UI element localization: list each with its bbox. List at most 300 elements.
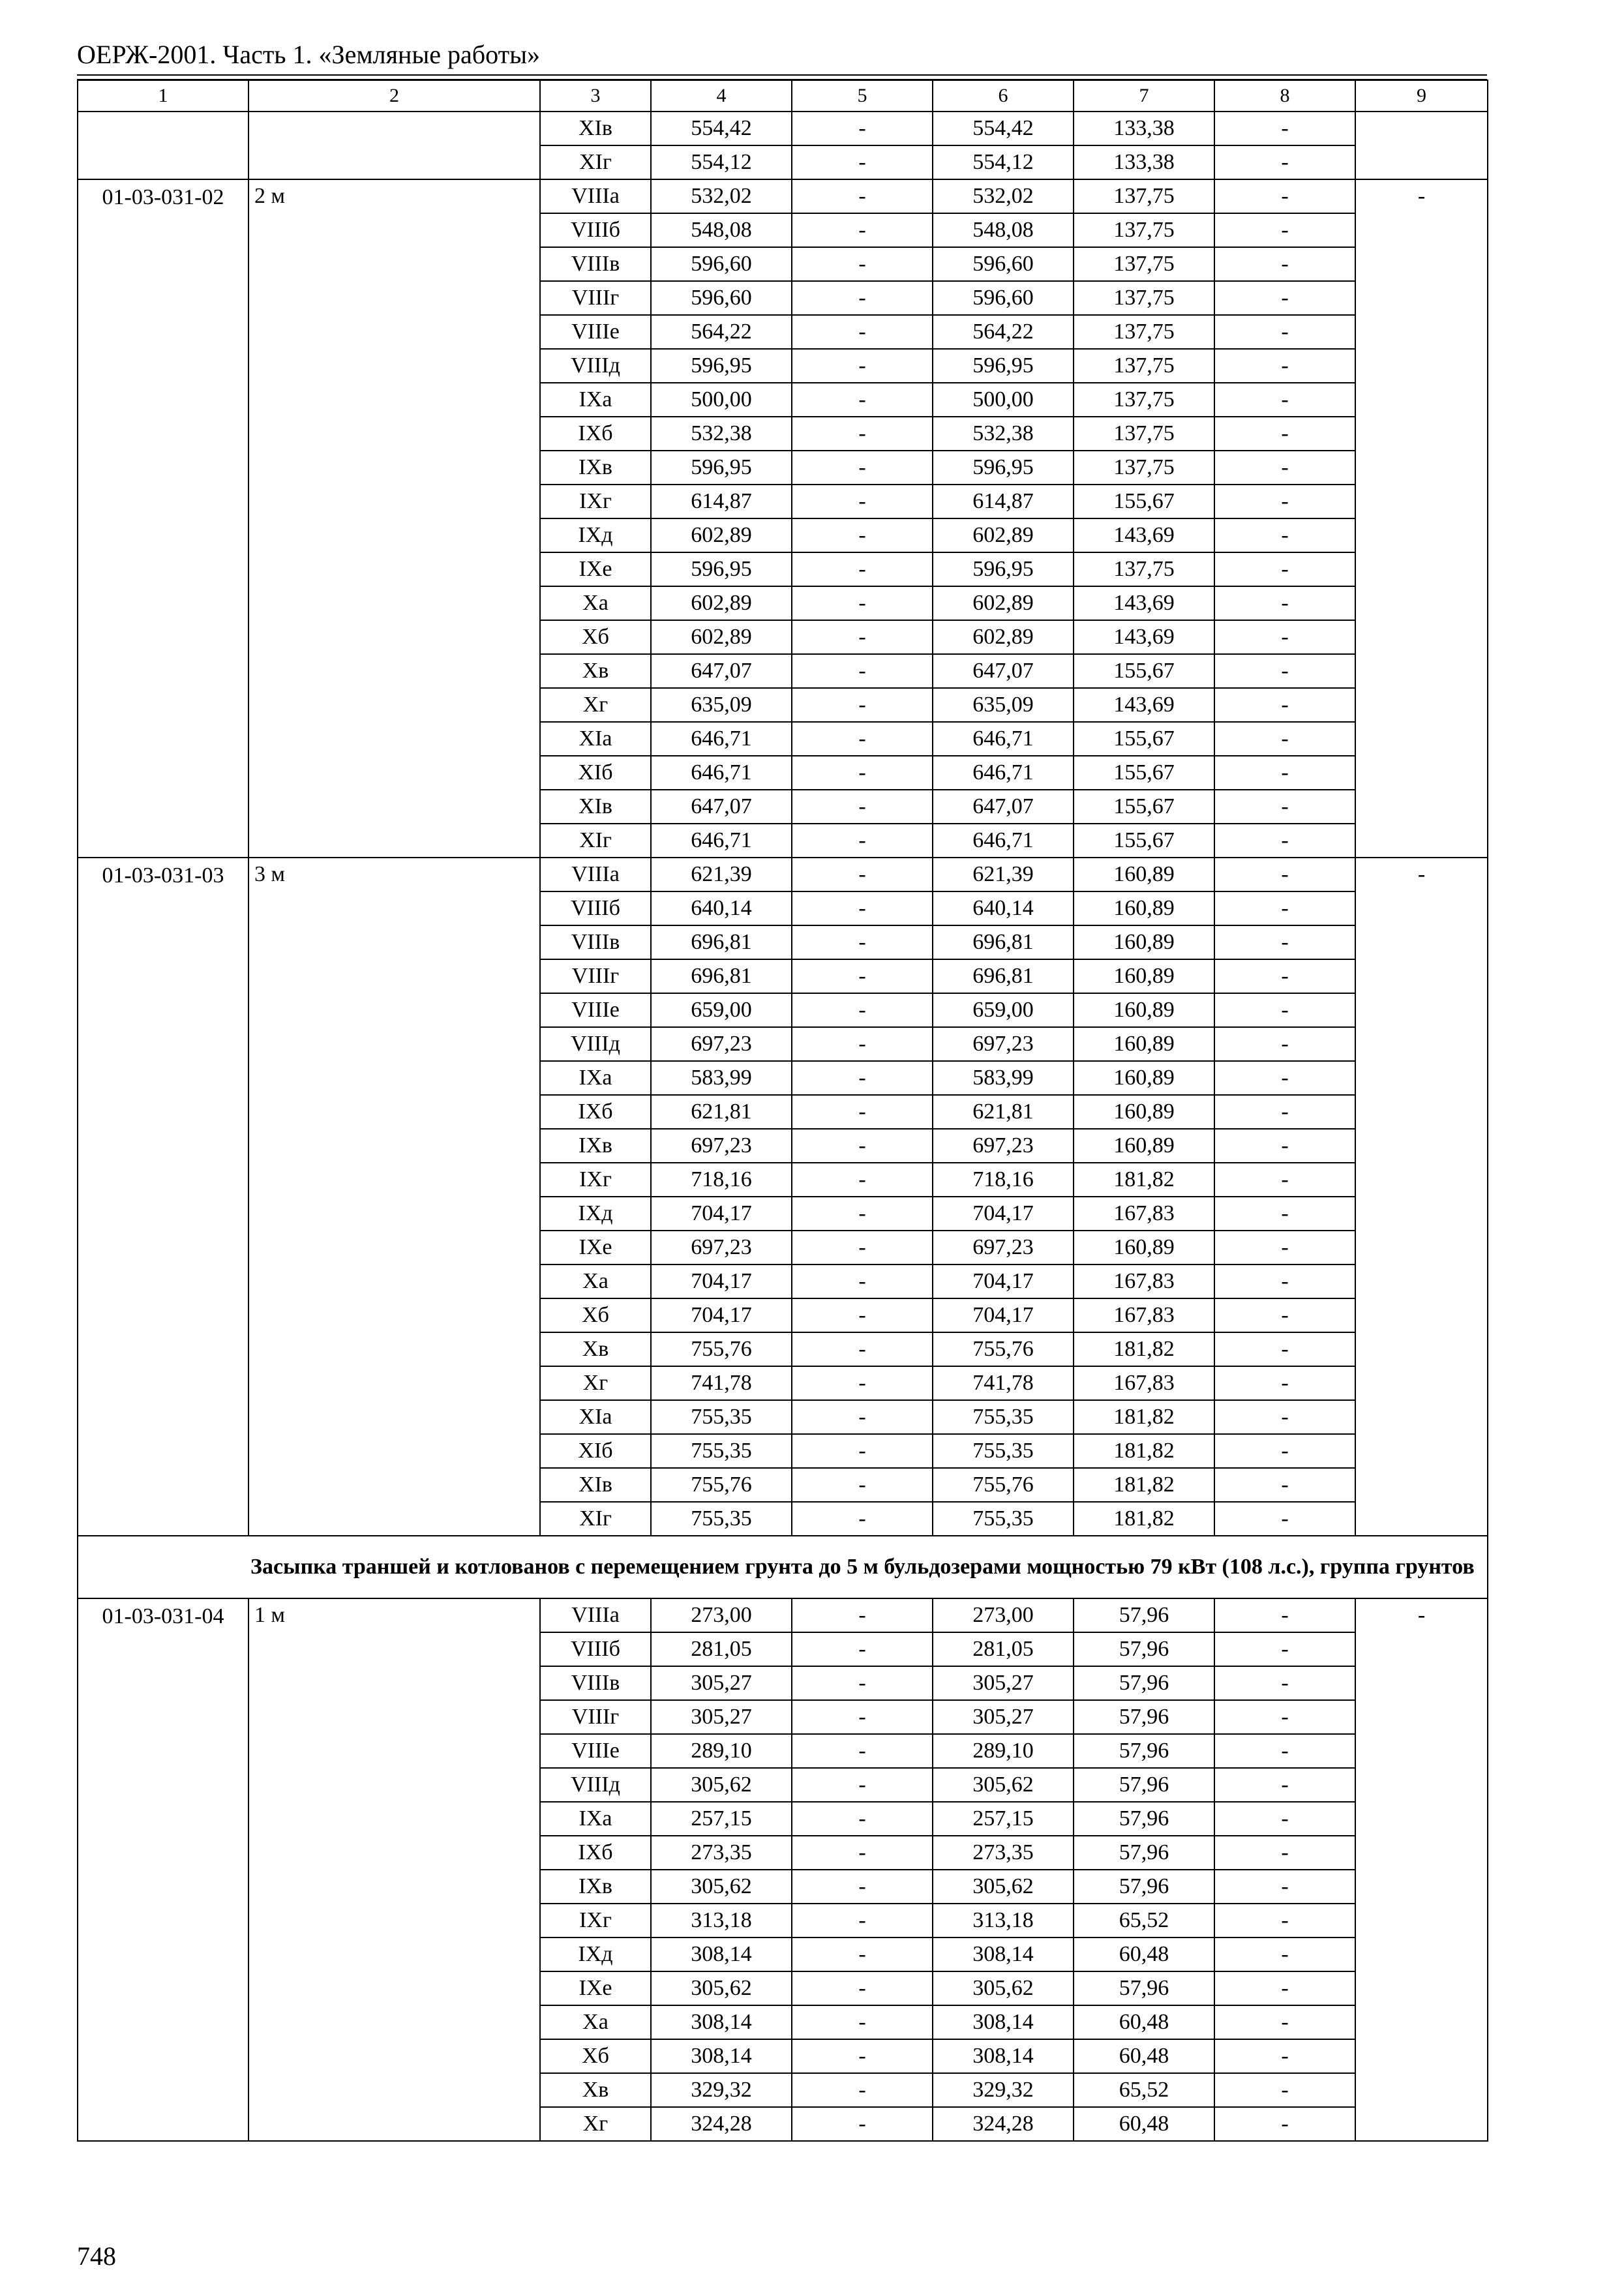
data-cell: 160,89 (1074, 1027, 1214, 1061)
data-cell: - (1214, 1700, 1355, 1734)
data-cell: 583,99 (651, 1061, 792, 1095)
data-cell: VIIIг (540, 1700, 651, 1734)
data-cell: 160,89 (1074, 993, 1214, 1027)
data-cell: XIв (540, 790, 651, 824)
data-cell: - (792, 2005, 933, 2039)
data-cell: 273,35 (933, 1836, 1074, 1870)
data-cell: IXв (540, 1870, 651, 1904)
table-row (78, 1598, 1488, 1632)
data-cell: - (792, 1937, 933, 1971)
data-cell: - (792, 1197, 933, 1231)
column-number-cell: 5 (792, 80, 933, 112)
data-cell: 646,71 (933, 756, 1074, 790)
data-cell: 696,81 (933, 959, 1074, 993)
data-cell: VIIIг (540, 959, 651, 993)
data-cell: - (1214, 1298, 1355, 1332)
data-cell: 614,87 (651, 485, 792, 518)
data-cell: 257,15 (933, 1802, 1074, 1836)
data-cell: Xа (540, 1264, 651, 1298)
data-cell: Xб (540, 620, 651, 654)
data-cell: 57,96 (1074, 1870, 1214, 1904)
page-number: 748 (77, 2241, 116, 2271)
data-cell: 273,00 (651, 1598, 792, 1632)
data-cell: 583,99 (933, 1061, 1074, 1095)
data-cell: - (792, 247, 933, 281)
rate-code-cell (78, 112, 248, 179)
data-cell: - (792, 1666, 933, 1700)
data-cell: 704,17 (651, 1264, 792, 1298)
data-cell: - (1214, 1904, 1355, 1937)
column-number-cell: 1 (78, 80, 248, 112)
data-cell: 60,48 (1074, 2005, 1214, 2039)
data-cell: 548,08 (651, 213, 792, 247)
page-header (77, 38, 1487, 72)
data-cell: - (1214, 1366, 1355, 1400)
data-cell: - (1214, 1332, 1355, 1366)
data-cell: XIв (540, 1468, 651, 1502)
data-cell: 137,75 (1074, 552, 1214, 586)
data-cell: 647,07 (933, 790, 1074, 824)
table-row (78, 179, 1488, 213)
data-cell: XIг (540, 1502, 651, 1536)
data-cell: VIIIв (540, 925, 651, 959)
data-cell: - (792, 1802, 933, 1836)
data-cell: - (1214, 417, 1355, 451)
data-cell: - (792, 586, 933, 620)
data-cell: 57,96 (1074, 1632, 1214, 1666)
data-cell: 640,14 (933, 891, 1074, 925)
data-cell: 596,95 (933, 349, 1074, 383)
data-cell: IXа (540, 1061, 651, 1095)
data-cell: - (1214, 552, 1355, 586)
data-cell: IXб (540, 1095, 651, 1129)
data-cell: Xб (540, 2039, 651, 2073)
data-cell: - (792, 179, 933, 213)
data-cell: 281,05 (933, 1632, 1074, 1666)
data-cell: 646,71 (651, 824, 792, 858)
data-cell: - (792, 2073, 933, 2107)
data-cell: - (1214, 2039, 1355, 2073)
data-cell: - (1214, 1434, 1355, 1468)
data-cell: - (792, 2107, 933, 2141)
data-cell: 755,76 (933, 1332, 1074, 1366)
data-cell: 596,60 (651, 281, 792, 315)
data-cell: 564,22 (933, 315, 1074, 349)
data-cell: - (1214, 179, 1355, 213)
rate-code-cell: 01-03-031-03 (78, 858, 248, 1536)
data-cell: - (1214, 451, 1355, 485)
rates-table (77, 80, 1488, 2142)
data-cell: - (792, 1632, 933, 1666)
column9-cell: - (1355, 1598, 1488, 2141)
data-cell: - (792, 891, 933, 925)
data-cell: IXа (540, 383, 651, 417)
data-cell: - (792, 315, 933, 349)
data-cell: 621,81 (651, 1095, 792, 1129)
data-cell: - (792, 790, 933, 824)
data-cell: 704,17 (933, 1197, 1074, 1231)
data-cell: - (792, 1332, 933, 1366)
data-cell: 137,75 (1074, 417, 1214, 451)
data-cell: 659,00 (651, 993, 792, 1027)
data-cell: 564,22 (651, 315, 792, 349)
data-cell: 554,12 (933, 145, 1074, 179)
data-cell: IXд (540, 1197, 651, 1231)
data-cell: 741,78 (933, 1366, 1074, 1400)
data-cell: VIIIб (540, 891, 651, 925)
header-rule (77, 74, 1487, 76)
data-cell: 273,35 (651, 1836, 792, 1870)
data-cell: 697,23 (651, 1129, 792, 1163)
data-cell: - (1214, 1095, 1355, 1129)
column-numbers-row (78, 80, 1488, 112)
data-cell: Xг (540, 1366, 651, 1400)
data-cell: - (1214, 959, 1355, 993)
data-cell: 289,10 (651, 1734, 792, 1768)
data-cell: 755,35 (933, 1400, 1074, 1434)
data-cell: - (1214, 586, 1355, 620)
data-cell: 60,48 (1074, 1937, 1214, 1971)
data-cell: - (1214, 145, 1355, 179)
data-cell: IXа (540, 1802, 651, 1836)
data-cell: 500,00 (651, 383, 792, 417)
data-cell: 181,82 (1074, 1434, 1214, 1468)
data-cell: - (1214, 1163, 1355, 1197)
data-cell: - (1214, 620, 1355, 654)
data-cell: 305,62 (933, 1971, 1074, 2005)
data-cell: 755,35 (651, 1502, 792, 1536)
data-cell: 167,83 (1074, 1298, 1214, 1332)
data-cell: - (792, 925, 933, 959)
data-cell: 305,62 (933, 1768, 1074, 1802)
data-cell: XIг (540, 145, 651, 179)
data-cell: - (1214, 1231, 1355, 1264)
data-cell: Xб (540, 1298, 651, 1332)
data-cell: 137,75 (1074, 281, 1214, 315)
data-cell: - (792, 654, 933, 688)
data-cell: - (792, 1598, 933, 1632)
data-cell: VIIIг (540, 281, 651, 315)
data-cell: 554,12 (651, 145, 792, 179)
data-cell: - (1214, 1129, 1355, 1163)
data-cell: 308,14 (651, 2039, 792, 2073)
data-cell: XIа (540, 1400, 651, 1434)
data-cell: 602,89 (651, 586, 792, 620)
data-cell: 133,38 (1074, 112, 1214, 145)
data-cell: 160,89 (1074, 925, 1214, 959)
data-cell: 718,16 (651, 1163, 792, 1197)
data-cell: 181,82 (1074, 1468, 1214, 1502)
data-cell: 646,71 (651, 722, 792, 756)
column-number-cell: 9 (1355, 80, 1488, 112)
column-number-cell: 8 (1214, 80, 1355, 112)
data-cell: - (792, 485, 933, 518)
data-cell: 57,96 (1074, 1971, 1214, 2005)
data-cell: IXд (540, 1937, 651, 1971)
data-cell: - (1214, 1632, 1355, 1666)
data-cell: - (792, 959, 933, 993)
data-cell: 602,89 (933, 620, 1074, 654)
data-cell: - (1214, 518, 1355, 552)
data-cell: 755,35 (933, 1434, 1074, 1468)
data-cell: 646,71 (933, 722, 1074, 756)
data-cell: IXг (540, 1163, 651, 1197)
data-cell: - (792, 552, 933, 586)
section-title: Засыпка траншей и котлованов с перемещением грунта до 5 м бульдозерами мощностью 79 кВт (108 л.с.), группа грунтов (78, 1536, 1488, 1598)
data-cell: - (1214, 993, 1355, 1027)
data-cell: - (1214, 315, 1355, 349)
data-cell: 621,81 (933, 1095, 1074, 1129)
data-cell: 60,48 (1074, 2039, 1214, 2073)
data-cell: 329,32 (651, 2073, 792, 2107)
data-cell: 696,81 (651, 925, 792, 959)
data-cell: - (1214, 1971, 1355, 2005)
data-cell: Xв (540, 2073, 651, 2107)
data-cell: 647,07 (651, 654, 792, 688)
data-cell: Xв (540, 1332, 651, 1366)
data-cell: 137,75 (1074, 451, 1214, 485)
data-cell: 137,75 (1074, 315, 1214, 349)
data-cell: 305,27 (933, 1700, 1074, 1734)
data-cell: IXд (540, 518, 651, 552)
rate-name-cell: 3 м (248, 858, 540, 1536)
data-cell: XIа (540, 722, 651, 756)
data-cell: 313,18 (651, 1904, 792, 1937)
data-cell: 273,00 (933, 1598, 1074, 1632)
data-cell: 308,14 (933, 2039, 1074, 2073)
data-cell: - (792, 1366, 933, 1400)
data-cell: - (792, 1264, 933, 1298)
data-cell: 647,07 (933, 654, 1074, 688)
data-cell: XIб (540, 756, 651, 790)
data-cell: 65,52 (1074, 1904, 1214, 1937)
data-cell: 313,18 (933, 1904, 1074, 1937)
data-cell: 65,52 (1074, 2073, 1214, 2107)
rate-name-cell: 1 м (248, 1598, 540, 2141)
data-cell: 704,17 (651, 1298, 792, 1332)
data-cell: 532,02 (933, 179, 1074, 213)
data-cell: - (1214, 213, 1355, 247)
data-cell: XIв (540, 112, 651, 145)
data-cell: VIIIе (540, 315, 651, 349)
data-cell: 602,89 (933, 586, 1074, 620)
data-cell: - (792, 1971, 933, 2005)
data-cell: XIг (540, 824, 651, 858)
data-cell: - (1214, 756, 1355, 790)
data-cell: - (1214, 1598, 1355, 1632)
data-cell: - (792, 993, 933, 1027)
data-cell: - (792, 1298, 933, 1332)
data-cell: 305,62 (933, 1870, 1074, 1904)
data-cell: IXе (540, 1971, 651, 2005)
data-cell: - (1214, 2107, 1355, 2141)
data-cell: - (1214, 247, 1355, 281)
data-cell: 181,82 (1074, 1163, 1214, 1197)
data-cell: IXб (540, 417, 651, 451)
data-cell: 697,23 (933, 1231, 1074, 1264)
data-cell: 181,82 (1074, 1332, 1214, 1366)
data-cell: 602,89 (651, 518, 792, 552)
data-cell: - (792, 1904, 933, 1937)
data-cell: 160,89 (1074, 959, 1214, 993)
data-cell: 308,14 (933, 1937, 1074, 1971)
data-cell: - (792, 281, 933, 315)
data-cell: - (792, 1700, 933, 1734)
data-cell: - (1214, 790, 1355, 824)
data-cell: - (1214, 654, 1355, 688)
data-cell: XIб (540, 1434, 651, 1468)
data-cell: 596,60 (933, 247, 1074, 281)
data-cell: 137,75 (1074, 213, 1214, 247)
data-cell: 155,67 (1074, 756, 1214, 790)
data-cell: - (792, 518, 933, 552)
section-title-row (78, 1536, 1488, 1598)
data-cell: 704,17 (651, 1197, 792, 1231)
data-cell: 741,78 (651, 1366, 792, 1400)
data-cell: - (792, 722, 933, 756)
data-cell: 305,62 (651, 1870, 792, 1904)
data-cell: 57,96 (1074, 1666, 1214, 1700)
data-cell: 718,16 (933, 1163, 1074, 1197)
data-cell: 143,69 (1074, 518, 1214, 552)
data-cell: 167,83 (1074, 1264, 1214, 1298)
data-cell: 532,38 (651, 417, 792, 451)
column-number-cell: 7 (1074, 80, 1214, 112)
data-cell: - (1214, 1468, 1355, 1502)
data-cell: Xв (540, 654, 651, 688)
page-title: ОЕРЖ-2001. Часть 1. «Земляные работы» (77, 40, 540, 69)
data-cell: VIIIа (540, 858, 651, 891)
data-cell: IXе (540, 1231, 651, 1264)
data-cell: - (792, 417, 933, 451)
data-cell: VIIIе (540, 993, 651, 1027)
data-cell: - (792, 756, 933, 790)
data-cell: 647,07 (651, 790, 792, 824)
data-cell: - (1214, 1027, 1355, 1061)
data-cell: 329,32 (933, 2073, 1074, 2107)
data-cell: 305,27 (651, 1700, 792, 1734)
data-cell: - (792, 383, 933, 417)
data-cell: 155,67 (1074, 654, 1214, 688)
rate-name-cell: 2 м (248, 179, 540, 858)
data-cell: 324,28 (651, 2107, 792, 2141)
data-cell: 696,81 (651, 959, 792, 993)
data-cell: 57,96 (1074, 1836, 1214, 1870)
data-cell: 160,89 (1074, 891, 1214, 925)
data-cell: 133,38 (1074, 145, 1214, 179)
data-cell: - (1214, 383, 1355, 417)
data-cell: - (792, 451, 933, 485)
data-cell: 160,89 (1074, 1129, 1214, 1163)
data-cell: 755,76 (933, 1468, 1074, 1502)
data-cell: - (792, 213, 933, 247)
column9-cell (1355, 112, 1488, 179)
data-cell: VIIIе (540, 1734, 651, 1768)
data-cell: Xг (540, 688, 651, 722)
data-cell: - (792, 1163, 933, 1197)
data-cell: 554,42 (651, 112, 792, 145)
data-cell: 57,96 (1074, 1700, 1214, 1734)
data-cell: - (792, 824, 933, 858)
data-cell: 305,62 (651, 1768, 792, 1802)
data-cell: 155,67 (1074, 790, 1214, 824)
column-number-cell: 4 (651, 80, 792, 112)
data-cell: 160,89 (1074, 1231, 1214, 1264)
data-cell: 596,95 (651, 552, 792, 586)
data-cell: 532,02 (651, 179, 792, 213)
data-cell: 635,09 (933, 688, 1074, 722)
data-cell: 596,95 (651, 349, 792, 383)
data-cell: 167,83 (1074, 1366, 1214, 1400)
data-cell: - (792, 1129, 933, 1163)
data-cell: - (792, 112, 933, 145)
data-cell: 755,35 (651, 1400, 792, 1434)
data-cell: - (1214, 1870, 1355, 1904)
data-cell: VIIIа (540, 179, 651, 213)
data-cell: VIIIв (540, 247, 651, 281)
data-cell: 755,35 (933, 1502, 1074, 1536)
data-cell: - (1214, 891, 1355, 925)
data-cell: 305,27 (933, 1666, 1074, 1700)
data-cell: - (792, 1468, 933, 1502)
data-cell: - (792, 1434, 933, 1468)
data-cell: - (1214, 1937, 1355, 1971)
data-cell: 167,83 (1074, 1197, 1214, 1231)
data-cell: VIIIд (540, 1027, 651, 1061)
data-cell: - (1214, 688, 1355, 722)
data-cell: - (1214, 1734, 1355, 1768)
data-cell: - (792, 1095, 933, 1129)
data-cell: - (1214, 1400, 1355, 1434)
data-cell: 697,23 (933, 1027, 1074, 1061)
data-cell: 646,71 (933, 824, 1074, 858)
data-cell: 621,39 (933, 858, 1074, 891)
data-cell: IXг (540, 485, 651, 518)
rate-name-cell (248, 112, 540, 179)
data-cell: 614,87 (933, 485, 1074, 518)
data-cell: Xг (540, 2107, 651, 2141)
table-body (78, 80, 1488, 2141)
data-cell: 305,27 (651, 1666, 792, 1700)
data-cell: 755,76 (651, 1468, 792, 1502)
data-cell: 257,15 (651, 1802, 792, 1836)
data-cell: - (792, 620, 933, 654)
data-cell: - (792, 1061, 933, 1095)
data-cell: 602,89 (933, 518, 1074, 552)
data-cell: 137,75 (1074, 383, 1214, 417)
data-cell: 57,96 (1074, 1768, 1214, 1802)
data-cell: 704,17 (933, 1298, 1074, 1332)
data-cell: - (792, 1027, 933, 1061)
data-cell: VIIIв (540, 1666, 651, 1700)
data-cell: 659,00 (933, 993, 1074, 1027)
column9-cell: - (1355, 858, 1488, 1536)
data-cell: - (1214, 1197, 1355, 1231)
data-cell: - (1214, 824, 1355, 858)
data-cell: 143,69 (1074, 586, 1214, 620)
data-cell: 500,00 (933, 383, 1074, 417)
table-row (78, 112, 1488, 145)
column-number-cell: 2 (248, 80, 540, 112)
column-number-cell: 3 (540, 80, 651, 112)
data-cell: 596,60 (933, 281, 1074, 315)
data-cell: 60,48 (1074, 2107, 1214, 2141)
data-cell: - (1214, 858, 1355, 891)
data-cell: - (1214, 112, 1355, 145)
data-cell: 143,69 (1074, 620, 1214, 654)
data-cell: - (1214, 2073, 1355, 2107)
table-row (78, 858, 1488, 891)
